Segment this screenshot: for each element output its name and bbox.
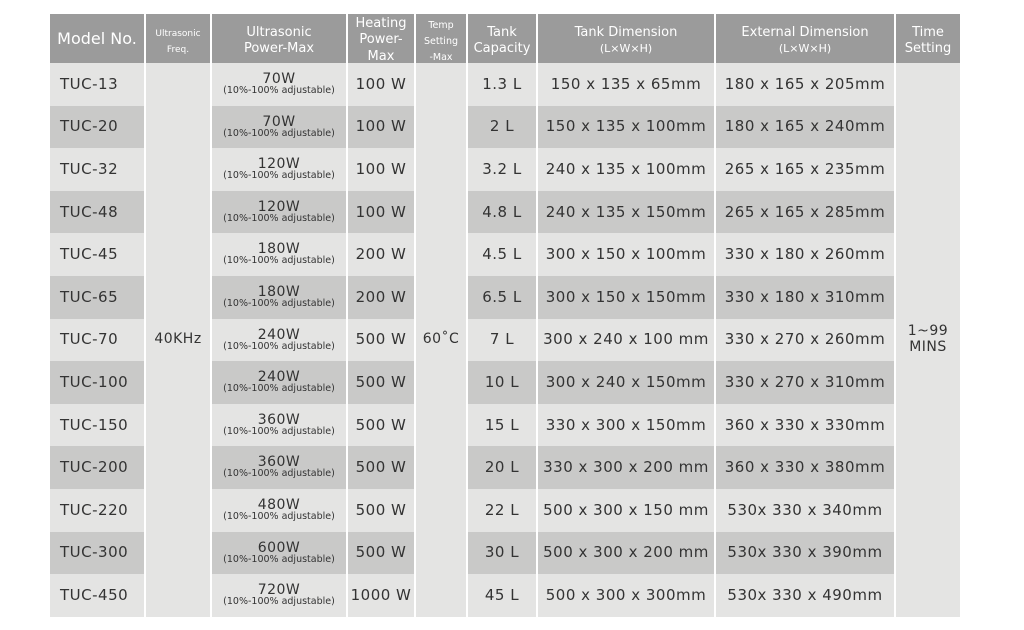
power-value: 720W [257, 582, 301, 599]
tank-dimension-cell: 330 x 300 x 200 mm [538, 446, 714, 489]
capacity-cell: 45 L [468, 574, 536, 617]
tank-dimension-cell: 150 x 135 x 100mm [538, 106, 714, 149]
power-note: (10%-100% adjustable) [223, 298, 335, 310]
power-note: (10%-100% adjustable) [223, 255, 335, 267]
heating-cell: 1000 W [348, 574, 414, 617]
heating-cell: 100 W [348, 148, 414, 191]
power-cell [212, 489, 346, 532]
spec-table [48, 14, 962, 617]
header-capacity: Tank Capacity [468, 14, 536, 63]
power-value: 120W [257, 156, 301, 173]
power-note: (10%-100% adjustable) [223, 511, 335, 523]
header-model: Model No. [50, 14, 144, 63]
model-cell: TUC-32 [50, 148, 144, 191]
tank-dimension-cell: 300 x 150 x 100mm [538, 233, 714, 276]
power-cell [212, 404, 346, 447]
tank-dimension-cell: 500 x 300 x 200 mm [538, 532, 714, 575]
capacity-cell: 2 L [468, 106, 536, 149]
heating-cell: 500 W [348, 489, 414, 532]
heating-cell: 500 W [348, 532, 414, 575]
heating-cell: 200 W [348, 233, 414, 276]
external-dimension-cell: 360 x 330 x 380mm [716, 446, 894, 489]
model-cell: TUC-100 [50, 361, 144, 404]
time-unit: MINS [909, 339, 947, 356]
external-dimension-cell: 360 x 330 x 330mm [716, 404, 894, 447]
power-cell [212, 532, 346, 575]
external-dimension-cell: 180 x 165 x 205mm [716, 63, 894, 106]
external-dimension-cell: 530x 330 x 490mm [716, 574, 894, 617]
power-cell [212, 276, 346, 319]
header-external-dimension: External Dimension (L×W×H) [716, 14, 894, 63]
power-note: (10%-100% adjustable) [223, 127, 335, 139]
power-cell [212, 233, 346, 276]
model-cell: TUC-48 [50, 191, 144, 234]
power-value: 360W [257, 454, 301, 471]
power-cell [212, 63, 346, 106]
power-cell [212, 148, 346, 191]
external-dimension-cell: 330 x 270 x 310mm [716, 361, 894, 404]
power-value: 70W [262, 113, 296, 130]
external-dimension-cell: 530x 330 x 340mm [716, 489, 894, 532]
capacity-cell: 4.8 L [468, 191, 536, 234]
heating-cell: 100 W [348, 63, 414, 106]
power-value: 180W [257, 284, 301, 301]
model-cell: TUC-220 [50, 489, 144, 532]
power-note: (10%-100% adjustable) [223, 340, 335, 352]
model-cell: TUC-45 [50, 233, 144, 276]
model-cell: TUC-65 [50, 276, 144, 319]
power-value: 70W [262, 71, 296, 88]
external-dimension-cell: 265 x 165 x 285mm [716, 191, 894, 234]
power-note: (10%-100% adjustable) [223, 553, 335, 565]
power-cell [212, 446, 346, 489]
tank-dimension-cell: 300 x 240 x 100 mm [538, 319, 714, 362]
header-temp: Temp Setting -Max [416, 14, 466, 63]
capacity-cell: 20 L [468, 446, 536, 489]
power-note: (10%-100% adjustable) [223, 596, 335, 608]
power-value: 600W [257, 539, 301, 556]
tank-dimension-cell: 240 x 135 x 150mm [538, 191, 714, 234]
capacity-cell: 15 L [468, 404, 536, 447]
heating-cell: 500 W [348, 446, 414, 489]
heating-cell: 500 W [348, 361, 414, 404]
model-cell: TUC-20 [50, 106, 144, 149]
tank-dimension-cell: 500 x 300 x 300mm [538, 574, 714, 617]
heating-cell: 500 W [348, 404, 414, 447]
power-value: 360W [257, 411, 301, 428]
header-power: Ultrasonic Power-Max [212, 14, 346, 63]
model-cell: TUC-70 [50, 319, 144, 362]
table-row [50, 63, 960, 106]
power-value: 180W [257, 241, 301, 258]
heating-cell: 500 W [348, 319, 414, 362]
power-note: (10%-100% adjustable) [223, 468, 335, 480]
heating-cell: 100 W [348, 106, 414, 149]
capacity-cell: 10 L [468, 361, 536, 404]
power-cell [212, 106, 346, 149]
heating-cell: 200 W [348, 276, 414, 319]
power-note: (10%-100% adjustable) [223, 425, 335, 437]
external-dimension-cell: 530x 330 x 390mm [716, 532, 894, 575]
model-cell: TUC-150 [50, 404, 144, 447]
power-note: (10%-100% adjustable) [223, 85, 335, 97]
header-heating: Heating Power- Max [348, 14, 414, 63]
power-cell [212, 319, 346, 362]
power-value: 240W [257, 326, 301, 343]
model-cell: TUC-450 [50, 574, 144, 617]
power-cell [212, 361, 346, 404]
power-cell [212, 191, 346, 234]
model-cell: TUC-13 [50, 63, 144, 106]
power-value: 120W [257, 198, 301, 215]
frequency-cell: 40KHz [146, 63, 210, 617]
tank-dimension-cell: 330 x 300 x 150mm [538, 404, 714, 447]
power-value: 240W [257, 369, 301, 386]
capacity-cell: 22 L [468, 489, 536, 532]
external-dimension-cell: 265 x 165 x 235mm [716, 148, 894, 191]
time-cell [896, 63, 960, 617]
tank-dimension-cell: 300 x 150 x 150mm [538, 276, 714, 319]
external-dimension-cell: 180 x 165 x 240mm [716, 106, 894, 149]
external-dimension-cell: 330 x 180 x 260mm [716, 233, 894, 276]
header-frequency: Ultrasonic Freq. [146, 14, 210, 63]
external-dimension-cell: 330 x 270 x 260mm [716, 319, 894, 362]
capacity-cell: 7 L [468, 319, 536, 362]
tank-dimension-cell: 150 x 135 x 65mm [538, 63, 714, 106]
power-note: (10%-100% adjustable) [223, 212, 335, 224]
time-range: 1~99 [907, 323, 949, 340]
capacity-cell: 30 L [468, 532, 536, 575]
tank-dimension-cell: 240 x 135 x 100mm [538, 148, 714, 191]
tank-dimension-cell: 300 x 240 x 150mm [538, 361, 714, 404]
capacity-cell: 6.5 L [468, 276, 536, 319]
capacity-cell: 3.2 L [468, 148, 536, 191]
capacity-cell: 1.3 L [468, 63, 536, 106]
header-time: Time Setting [896, 14, 960, 63]
capacity-cell: 4.5 L [468, 233, 536, 276]
heating-cell: 100 W [348, 191, 414, 234]
external-dimension-cell: 330 x 180 x 310mm [716, 276, 894, 319]
model-cell: TUC-300 [50, 532, 144, 575]
power-note: (10%-100% adjustable) [223, 170, 335, 182]
power-value: 480W [257, 497, 301, 514]
model-cell: TUC-200 [50, 446, 144, 489]
power-note: (10%-100% adjustable) [223, 383, 335, 395]
header-tank-dimension: Tank Dimension (L×W×H) [538, 14, 714, 63]
power-cell [212, 574, 346, 617]
header-row [50, 14, 960, 63]
tank-dimension-cell: 500 x 300 x 150 mm [538, 489, 714, 532]
temp-cell: 60˚C [416, 63, 466, 617]
